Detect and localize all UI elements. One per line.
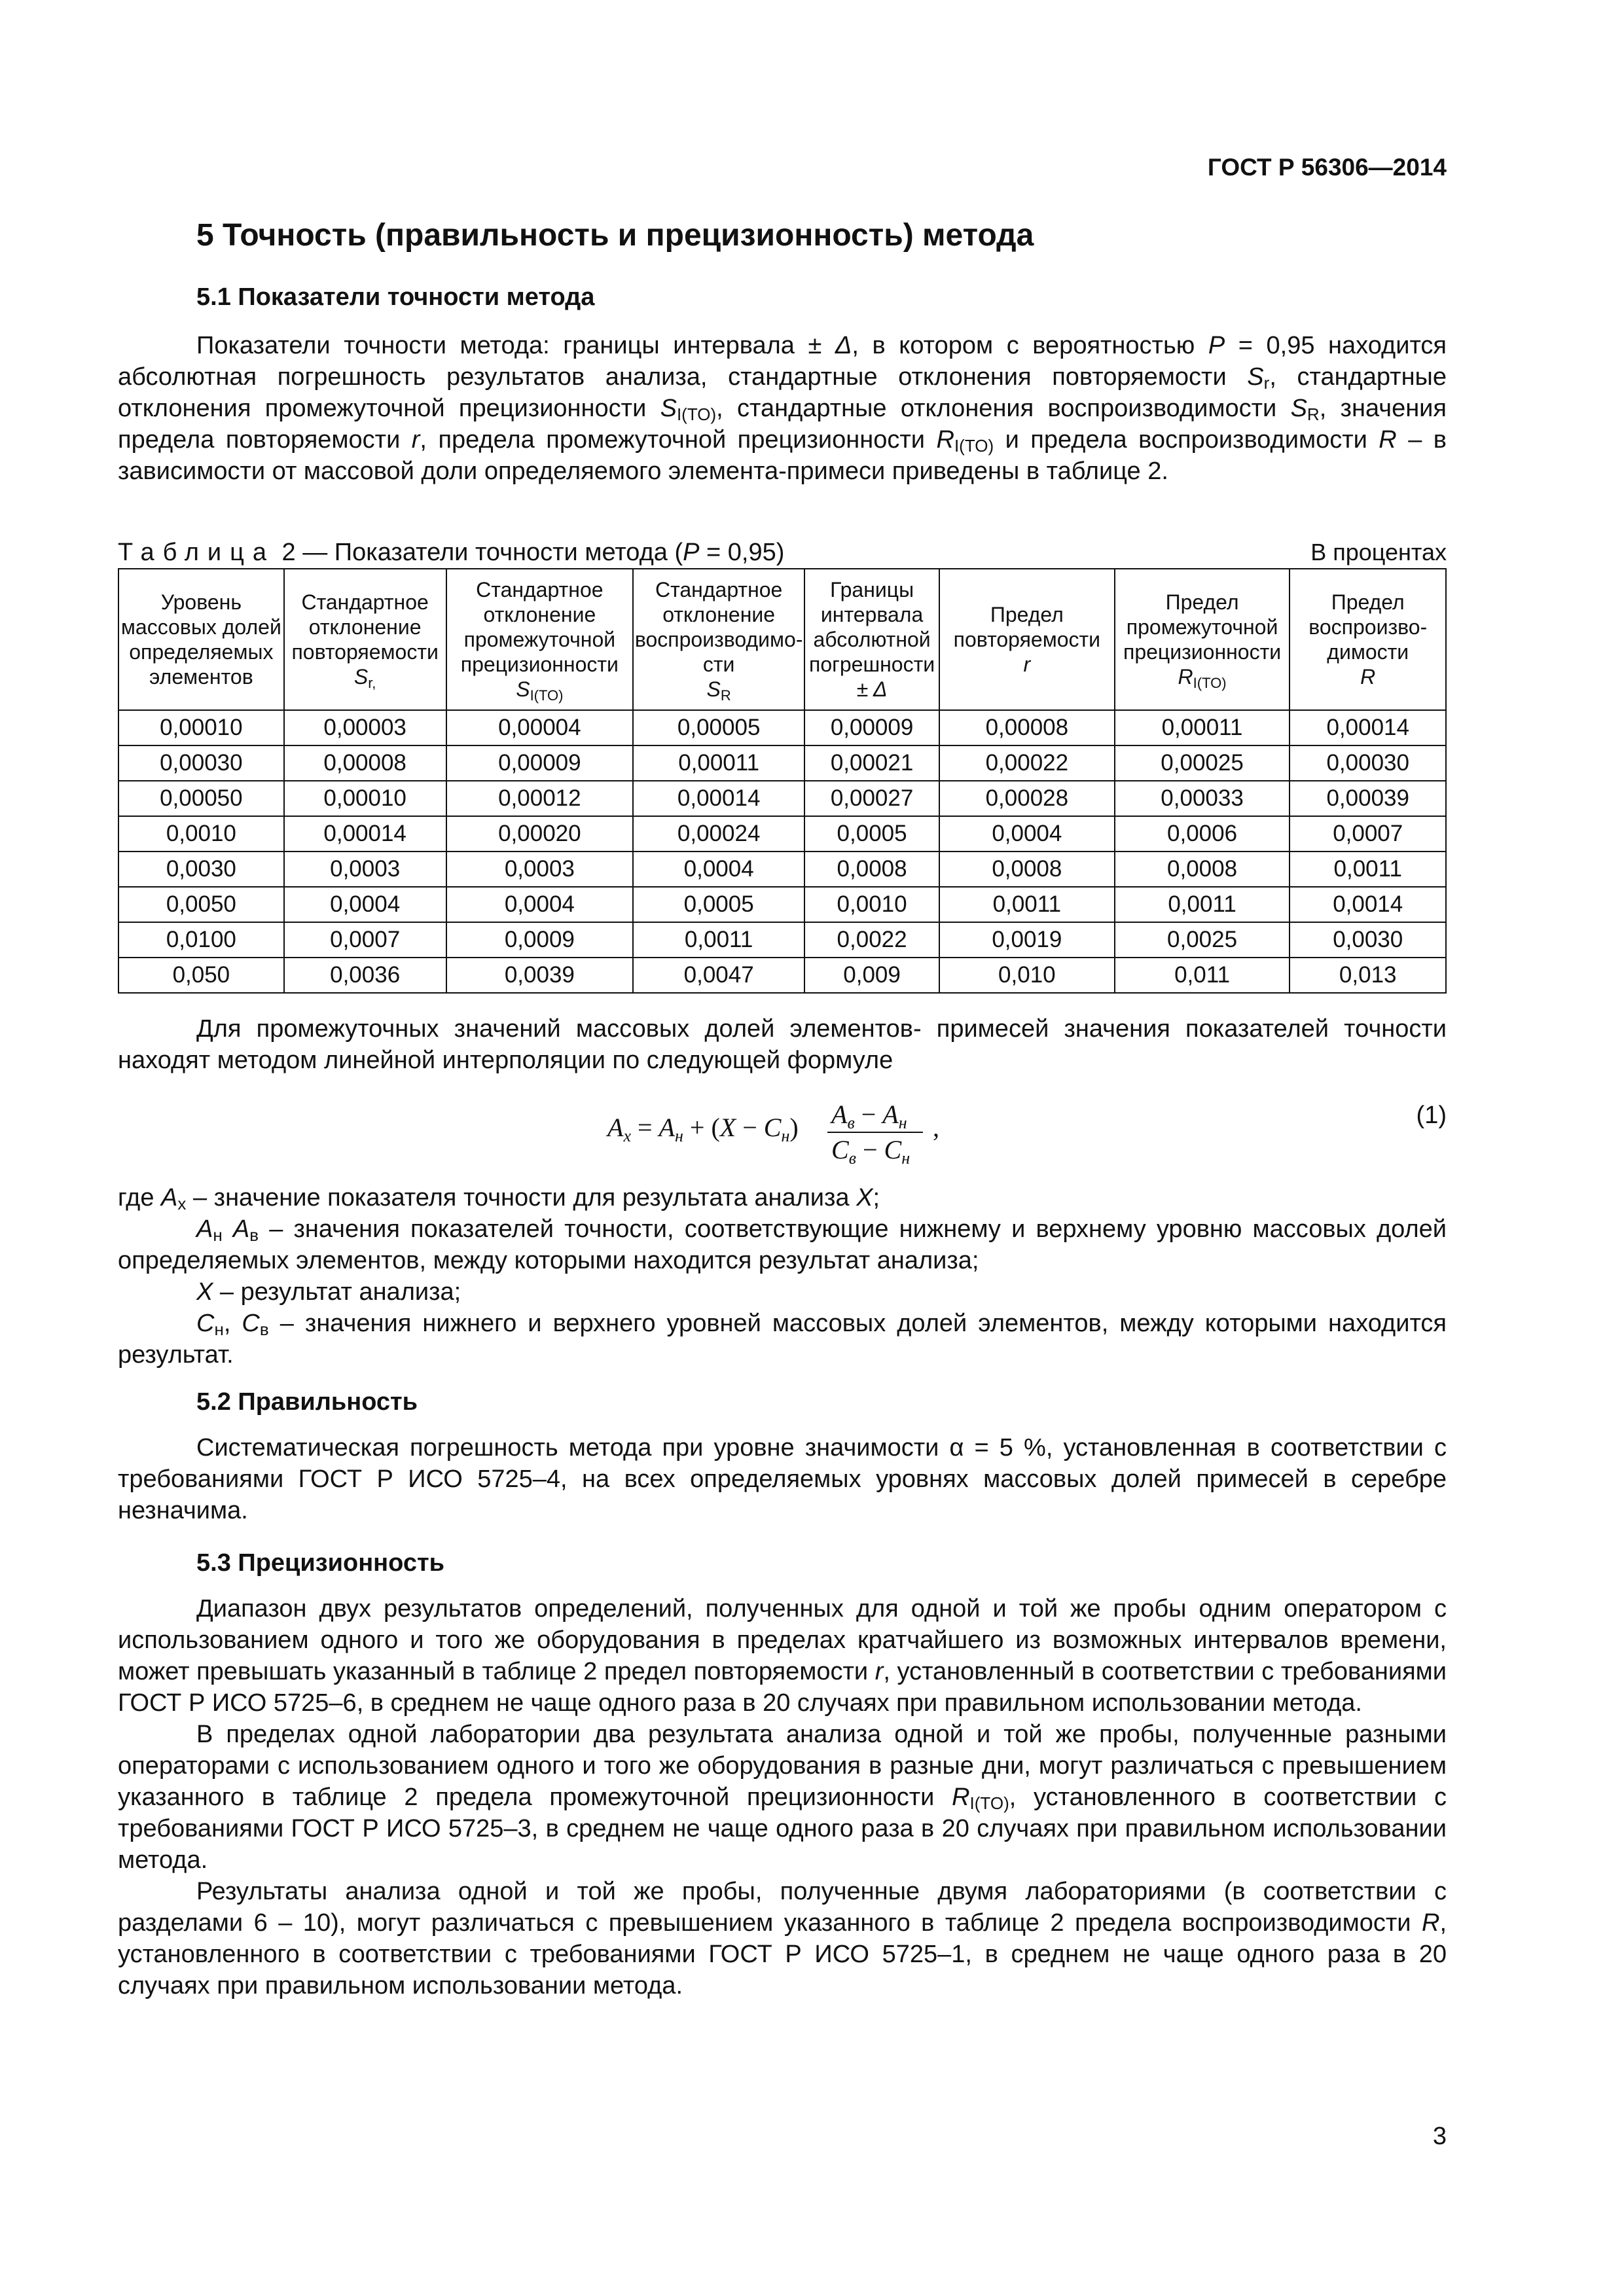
table-cell: 0,0019 <box>939 922 1115 958</box>
accuracy-table <box>118 568 1447 994</box>
table-cell: 0,0003 <box>284 852 446 887</box>
table-cell: 0,00014 <box>1290 710 1446 745</box>
column-header: Стандартное отклонение промежуточной прецизионности $S_{I(TO)}$ <box>446 569 634 710</box>
column-header: Стандартное отклонение воспроизводимо-сти $S_R$ <box>633 569 804 710</box>
subsection-title: 5.2 Правильность <box>196 1388 418 1416</box>
table-cell: 0,0011 <box>1290 852 1446 887</box>
table-cell: 0,00008 <box>939 710 1115 745</box>
formula-number: (1) <box>1416 1102 1447 1129</box>
table-cell: 0,00012 <box>446 781 634 816</box>
table-cell: 0,0004 <box>939 816 1115 852</box>
table-cell: 0,00030 <box>1290 745 1446 781</box>
table-cell: 0,0008 <box>1115 852 1290 887</box>
table-cell: 0,0005 <box>804 816 939 852</box>
table-cell: 0,0003 <box>446 852 634 887</box>
paragraph: Показатели точности метода: границы интервала ± Δ, в котором с вероятностью P = 0,95 находится абсолютная погрешность результатов анализа, стандартные отклонения повторяемости $S_r$, стандартные отклонения промежуточной прецизионности $S_{I(TO)}$, стандартные отклонения воспроизводимости $S_R$, значения предела повторяемости r, предела промежуточной прецизионности $R_{I(TO)}$ и предела воспроизводимости R – в зависимости от массовой доли определяемого элемента-примеси приведены в таблице 2. <box>118 332 1447 485</box>
table-cell: 0,00010 <box>284 781 446 816</box>
column-header: Границы интервала абсолютной погрешности ± Δ <box>804 569 939 710</box>
table-cell: 0,00033 <box>1115 781 1290 816</box>
table-cell: 0,0007 <box>1290 816 1446 852</box>
table-cell: 0,00020 <box>446 816 634 852</box>
table-cell: 0,0004 <box>633 852 804 887</box>
paragraph: Диапазон двух результатов определений, полученных для одной и той же пробы одним оператором с использованием одного и того же оборудования в пределах кратчайшего из возможных интервалов времени, может превышать указанный в таблице 2 предел повторяемости r, установленный в соответствии с требованиями ГОСТ Р ИСО 5725–6, в среднем не чаще одного раза в 20 случаях при правильном использовании метода. <box>118 1595 1447 1717</box>
table-cell: 0,00011 <box>1115 710 1290 745</box>
legend-line: $C_н$, $C_в$ – значения нижнего и верхнего уровней массовых долей элементов, между которыми находится результат. <box>118 1310 1447 1369</box>
table-row <box>118 816 1446 852</box>
table-cell: 0,00008 <box>284 745 446 781</box>
table-cell: 0,00011 <box>633 745 804 781</box>
table-cell: 0,00004 <box>446 710 634 745</box>
table-cell: 0,0004 <box>284 887 446 922</box>
table-cell: 0,00009 <box>804 710 939 745</box>
svg-text:Aх = Aн + (X − Cн): $A_х = A_н + (X - C_н)$ <box>607 1113 799 1145</box>
table-units: В процентах <box>1310 539 1447 565</box>
table-caption-row <box>118 537 1447 568</box>
table-cell: 0,00021 <box>804 745 939 781</box>
table-cell: 0,0007 <box>284 922 446 958</box>
table-cell: 0,0036 <box>284 958 446 993</box>
table-cell: 0,00010 <box>118 710 284 745</box>
table-cell: 0,0047 <box>633 958 804 993</box>
table-header-row <box>118 569 1446 710</box>
paragraph: Для промежуточных значений массовых долей элементов- примесей значения показателей точности находят методом линейной интерполяции по следующей формуле <box>118 1015 1447 1074</box>
table-cell: 0,00005 <box>633 710 804 745</box>
table-caption: Таблица 2 — Показатели точности метода (P = 0,95) <box>118 539 785 566</box>
svg-text:Cв − Cн: $C_в - C_н$ <box>831 1135 911 1165</box>
column-header: Стандартное отклонение повторяемости $S_{r,}$ <box>284 569 446 710</box>
table-cell: 0,0010 <box>118 816 284 852</box>
table-row <box>118 922 1446 958</box>
table-cell: 0,0005 <box>633 887 804 922</box>
formula-graphic <box>118 1086 1447 1165</box>
column-header: Уровень массовых долей определяемых элементов <box>118 569 284 710</box>
table-row <box>118 710 1446 745</box>
table-cell: 0,00014 <box>284 816 446 852</box>
table-cell: 0,00039 <box>1290 781 1446 816</box>
table-cell: 0,0008 <box>939 852 1115 887</box>
table-cell: 0,00025 <box>1115 745 1290 781</box>
table-row <box>118 745 1446 781</box>
column-header: Предел промежуточной прецизионности $R_{I(TO)}$ <box>1115 569 1290 710</box>
table-cell: 0,0039 <box>446 958 634 993</box>
table-cell: 0,0014 <box>1290 887 1446 922</box>
table-cell: 0,0022 <box>804 922 939 958</box>
document-header: ГОСТ Р 56306—2014 <box>1207 154 1447 181</box>
subsection-5-2 <box>118 1386 1447 1526</box>
table-cell: 0,0008 <box>804 852 939 887</box>
table-row <box>118 887 1446 922</box>
subsection-title: 5.1 Показатели точности метода <box>196 283 595 311</box>
svg-text:Aв − Aн: $A_в - A_н$ <box>831 1100 907 1132</box>
page-number: 3 <box>1432 2123 1447 2150</box>
legend-line: $A_н$ $A_в$ – значения показателей точности, соответствующие нижнему и верхнему уровню массовых долей определяемых элементов, между которыми находится результат анализа; <box>118 1215 1447 1274</box>
legend-line: где $A_х$ – значение показателя точности для результата анализа X; <box>118 1184 880 1213</box>
table-cell: 0,0030 <box>1290 922 1446 958</box>
table-cell: 0,00022 <box>939 745 1115 781</box>
table-cell: 0,0006 <box>1115 816 1290 852</box>
table-row <box>118 781 1446 816</box>
table-body <box>118 710 1446 993</box>
table-cell: 0,00050 <box>118 781 284 816</box>
table-row <box>118 852 1446 887</box>
table-cell: 0,00014 <box>633 781 804 816</box>
section-title: 5 Точность (правильность и прецизионность) метода <box>196 218 1034 253</box>
paragraph: В пределах одной лаборатории два результата анализа одной и той же пробы, полученные разными операторами с использованием одного и того же оборудования в разные дни, могут различаться с превышением указанного в таблице 2 предела промежуточной прецизионности $R_{I(TO)}$, установленного в соответствии с требованиями ГОСТ Р ИСО 5725–3, в среднем не чаще одного раза в 20 случаях при правильном использовании метода. <box>118 1721 1447 1874</box>
paragraph: Систематическая погрешность метода при уровне значимости α = 5 %, установленная в соответствии с требованиями ГОСТ Р ИСО 5725–4, на всех определяемых уровнях массовых долей примесей в серебре незначима. <box>118 1434 1447 1524</box>
table-cell: 0,00028 <box>939 781 1115 816</box>
document-page <box>118 0 1447 2296</box>
svg-text:,: , <box>933 1113 939 1142</box>
table-cell: 0,011 <box>1115 958 1290 993</box>
table-cell: 0,0009 <box>446 922 634 958</box>
paragraph: Результаты анализа одной и той же пробы, полученные двумя лабораториями (в соответствии с разделами 6 – 10), могут различаться с превышением указанного в таблице 2 предела воспроизводимости R, установленного в соответствии с требованиями ГОСТ Р ИСО 5725–1, в среднем не чаще одного раза в 20 случаях при правильном использовании метода. <box>118 1878 1447 2000</box>
table-cell: 0,013 <box>1290 958 1446 993</box>
subsection-title: 5.3 Прецизионность <box>196 1549 444 1577</box>
table-cell: 0,0011 <box>1115 887 1290 922</box>
table-cell: 0,0004 <box>446 887 634 922</box>
table-cell: 0,0010 <box>804 887 939 922</box>
table-cell: 0,0011 <box>939 887 1115 922</box>
column-header: Предел повторяемости r <box>939 569 1115 710</box>
table-cell: 0,0025 <box>1115 922 1290 958</box>
table-row <box>118 958 1446 993</box>
table-cell: 0,00009 <box>446 745 634 781</box>
table-cell: 0,00030 <box>118 745 284 781</box>
table-cell: 0,0011 <box>633 922 804 958</box>
interpolation-text <box>118 1013 1447 1076</box>
table-cell: 0,0100 <box>118 922 284 958</box>
table-cell: 0,00027 <box>804 781 939 816</box>
table-cell: 0,009 <box>804 958 939 993</box>
table-cell: 0,00003 <box>284 710 446 745</box>
table-cell: 0,010 <box>939 958 1115 993</box>
table-cell: 0,0050 <box>118 887 284 922</box>
table-cell: 0,0030 <box>118 852 284 887</box>
legend-line: X – результат анализа; <box>196 1278 461 1306</box>
column-header: Предел воспроизво-димости R <box>1290 569 1446 710</box>
table-cell: 0,00024 <box>633 816 804 852</box>
table-cell: 0,050 <box>118 958 284 993</box>
formula-legend <box>118 1182 1447 1371</box>
subsection-5-3 <box>118 1547 1447 2001</box>
interpolation-formula <box>118 1086 1447 1165</box>
subsection-5-1 <box>118 281 1447 487</box>
